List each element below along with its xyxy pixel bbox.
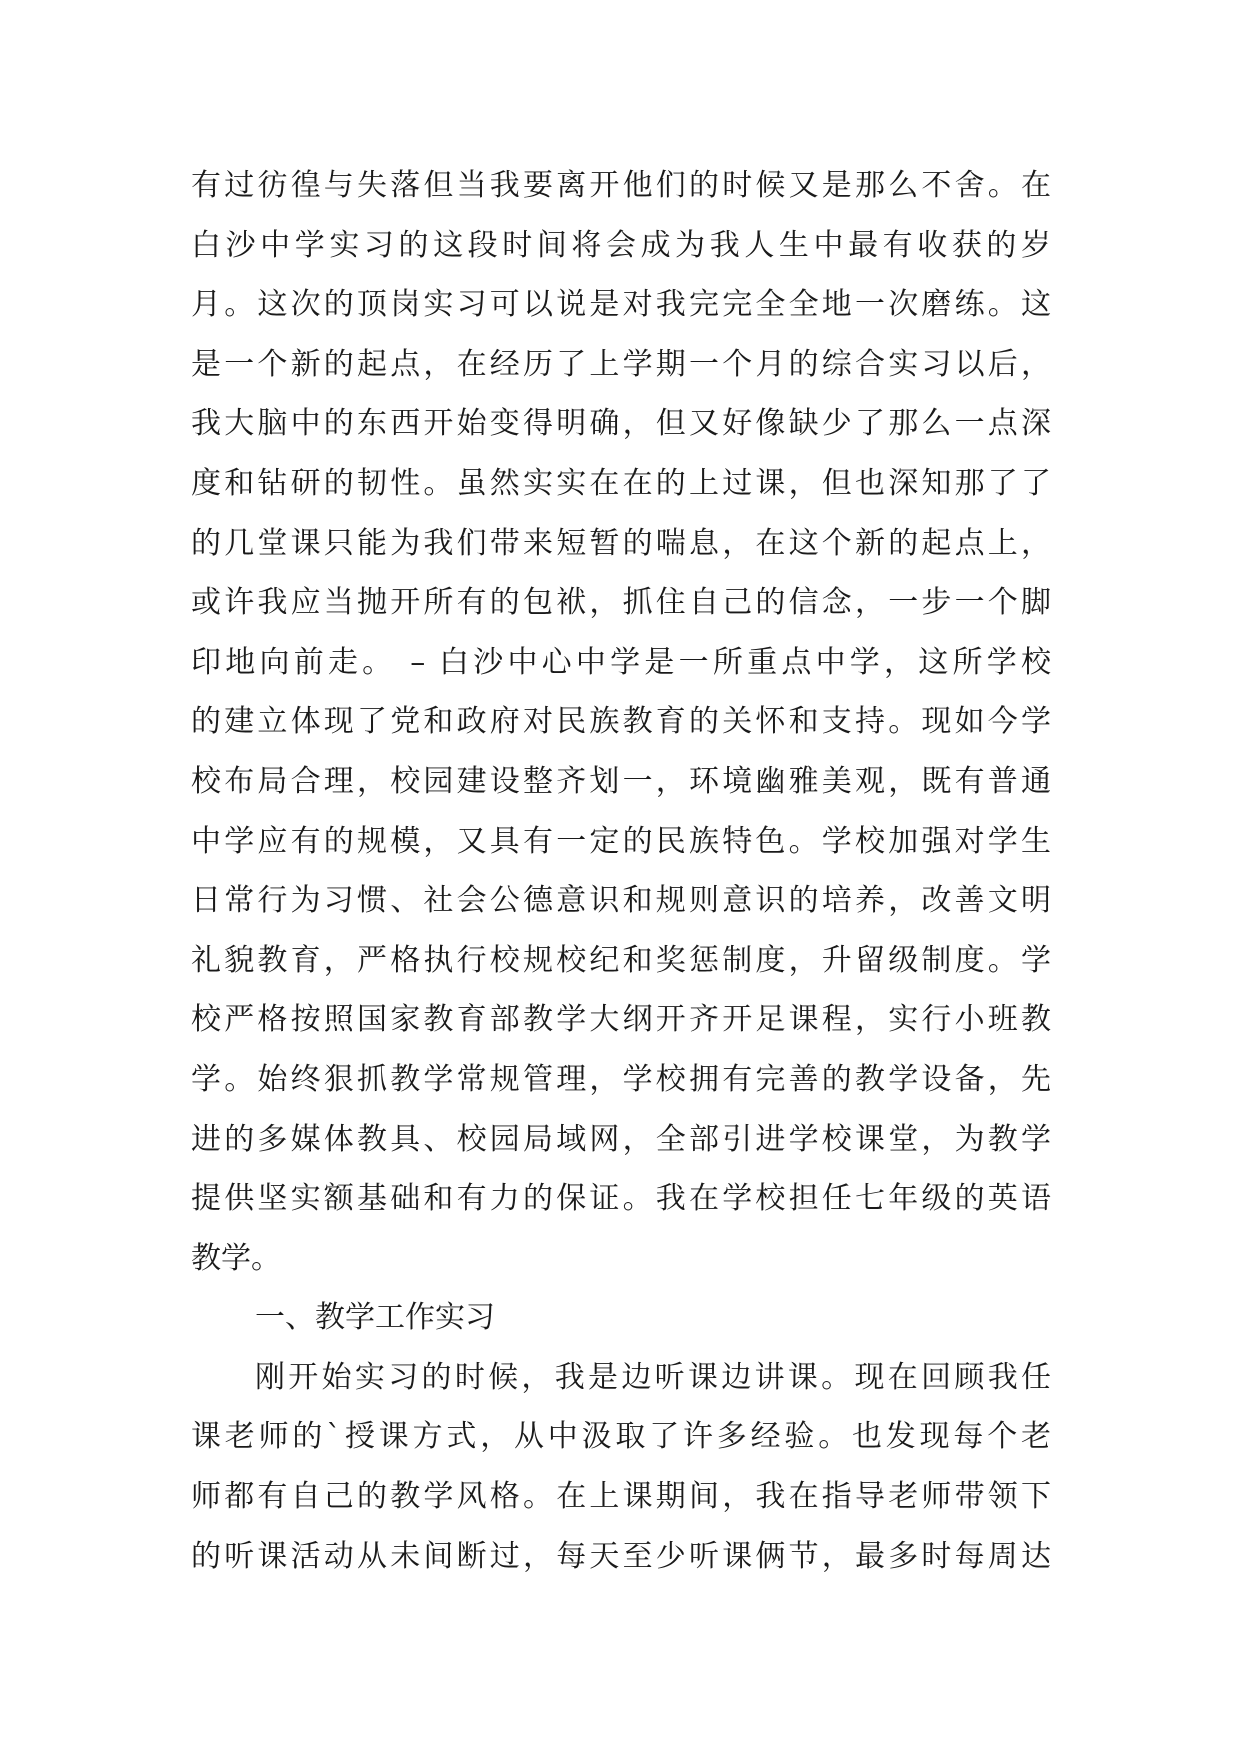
body-text xyxy=(191,156,1051,1586)
text-line: 或许我应当抛开所有的包袱，抓住自己的信念，一步一个脚 xyxy=(191,585,1051,621)
text-line: 的建立体现了党和政府对民族教育的关怀和支持。现如今学 xyxy=(191,704,1051,740)
text-line: 日常行为习惯、社会公德意识和规则意识的培养，改善文明 xyxy=(191,883,1051,919)
text-line: 提供坚实额基础和有力的保证。我在学校担任七年级的英语 xyxy=(191,1181,1051,1217)
text-line: 月。这次的顶岗实习可以说是对我完完全全地一次磨练。这 xyxy=(191,287,1051,323)
text-line: 白沙中学实习的这段时间将会成为我人生中最有收获的岁 xyxy=(191,227,1051,263)
text-line: 中学应有的规模，又具有一定的民族特色。学校加强对学生 xyxy=(191,823,1051,859)
text-line: 校布局合理，校园建设整齐划一，环境幽雅美观，既有普通 xyxy=(191,763,1051,799)
section-heading: 一、教学工作实习 xyxy=(255,1300,495,1336)
text-line: 教学。 xyxy=(191,1240,281,1276)
text-line: 刚开始实习的时候，我是边听课边讲课。现在回顾我任 xyxy=(255,1359,1051,1395)
text-line: 印地向前走。 – 白沙中心中学是一所重点中学，这所学校 xyxy=(191,644,1051,680)
text-line: 我大脑中的东西开始变得明确，但又好像缺少了那么一点深 xyxy=(191,406,1051,442)
text-line: 学。始终狠抓教学常规管理，学校拥有完善的教学设备，先 xyxy=(191,1061,1051,1097)
text-line: 进的多媒体教具、校园局域网，全部引进学校课堂，为教学 xyxy=(191,1121,1051,1157)
text-line: 的几堂课只能为我们带来短暂的喘息，在这个新的起点上， xyxy=(191,525,1051,561)
text-line: 校严格按照国家教育部教学大纲开齐开足课程，实行小班教 xyxy=(191,1002,1051,1038)
text-line: 是一个新的起点，在经历了上学期一个月的综合实习以后， xyxy=(191,346,1051,382)
text-line: 度和钻研的韧性。虽然实实在在的上过课，但也深知那了了 xyxy=(191,465,1051,501)
text-line: 师都有自己的教学风格。在上课期间，我在指导老师带领下 xyxy=(191,1479,1051,1515)
text-line: 课老师的`授课方式，从中汲取了许多经验。也发现每个老 xyxy=(191,1419,1051,1455)
text-line: 有过彷徨与失落但当我要离开他们的时候又是那么不舍。在 xyxy=(191,168,1051,203)
text-line: 的听课活动从未间断过，每天至少听课俩节，最多时每周达 xyxy=(191,1538,1051,1574)
text-line: 礼貌教育，严格执行校规校纪和奖惩制度，升留级制度。学 xyxy=(191,942,1051,978)
